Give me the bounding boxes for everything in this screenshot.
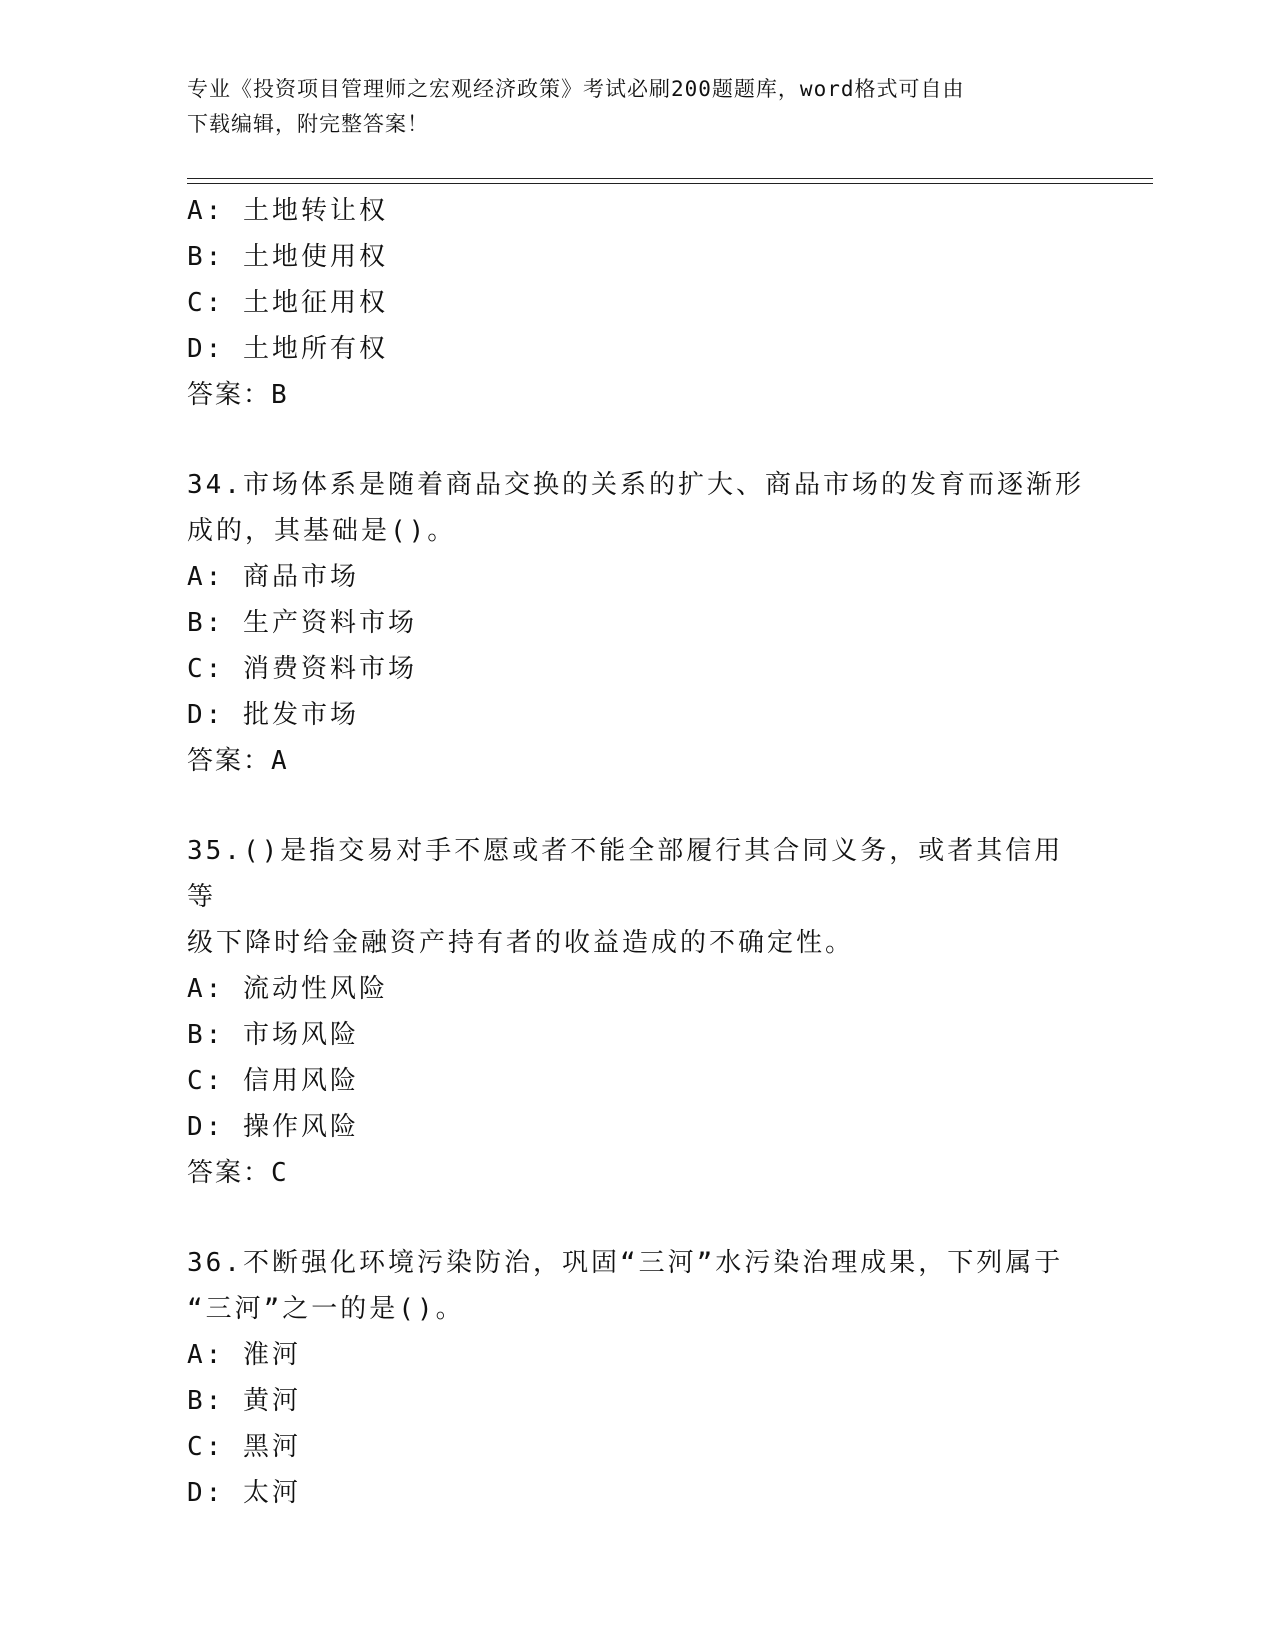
option-a: A: 商品市场 xyxy=(187,562,359,592)
question-34 xyxy=(187,462,1087,784)
option-d: D: 操作风险 xyxy=(187,1112,359,1142)
question-stem-line-2: “三河”之一的是()。 xyxy=(187,1294,465,1324)
document-header xyxy=(187,72,1087,142)
spacer xyxy=(187,784,1087,828)
option-a: A: 土地转让权 xyxy=(187,196,388,226)
option-b: B: 土地使用权 xyxy=(187,242,388,272)
option-d: D: 太河 xyxy=(187,1478,301,1508)
question-stem xyxy=(187,1240,1087,1332)
spacer xyxy=(187,418,1087,462)
question-stem-line-1: 36.不断强化环境污染防治，巩固“三河”水污染治理成果，下列属于 xyxy=(187,1248,1064,1278)
spacer xyxy=(187,1196,1087,1240)
question-36 xyxy=(187,1240,1087,1516)
question-stem-line-2: 成的，其基础是()。 xyxy=(187,516,457,546)
question-stem-line-2: 级下降时给金融资产持有者的收益造成的不确定性。 xyxy=(187,928,855,958)
question-stem-line-1: 35.()是指交易对手不愿或者不能全部履行其合同义务，或者其信用等 xyxy=(187,836,1064,912)
answer: 答案：A xyxy=(187,746,289,776)
option-b: B: 市场风险 xyxy=(187,1020,359,1050)
option-a: A: 淮河 xyxy=(187,1340,301,1370)
question-stem xyxy=(187,462,1087,554)
option-d: D: 批发市场 xyxy=(187,700,359,730)
question-35 xyxy=(187,828,1087,1196)
header-divider-bottom xyxy=(187,183,1153,184)
question-list xyxy=(187,188,1087,1516)
option-c: C: 消费资料市场 xyxy=(187,654,417,684)
option-c: C: 黑河 xyxy=(187,1432,301,1462)
answer: 答案：B xyxy=(187,380,289,410)
option-a: A: 流动性风险 xyxy=(187,974,388,1004)
header-line-1: 专业《投资项目管理师之宏观经济政策》考试必刷200题题库，word格式可自由 xyxy=(187,77,965,101)
option-c: C: 土地征用权 xyxy=(187,288,388,318)
question-stem-line-1: 34.市场体系是随着商品交换的关系的扩大、商品市场的发育而逐渐形 xyxy=(187,470,1084,500)
question-33 xyxy=(187,188,1087,418)
option-b: B: 黄河 xyxy=(187,1386,301,1416)
header-line-2: 下载编辑，附完整答案！ xyxy=(187,112,429,136)
option-d: D: 土地所有权 xyxy=(187,334,388,364)
option-b: B: 生产资料市场 xyxy=(187,608,417,638)
answer: 答案：C xyxy=(187,1158,289,1188)
header-divider-top xyxy=(187,178,1153,179)
question-stem xyxy=(187,828,1087,966)
option-c: C: 信用风险 xyxy=(187,1066,359,1096)
